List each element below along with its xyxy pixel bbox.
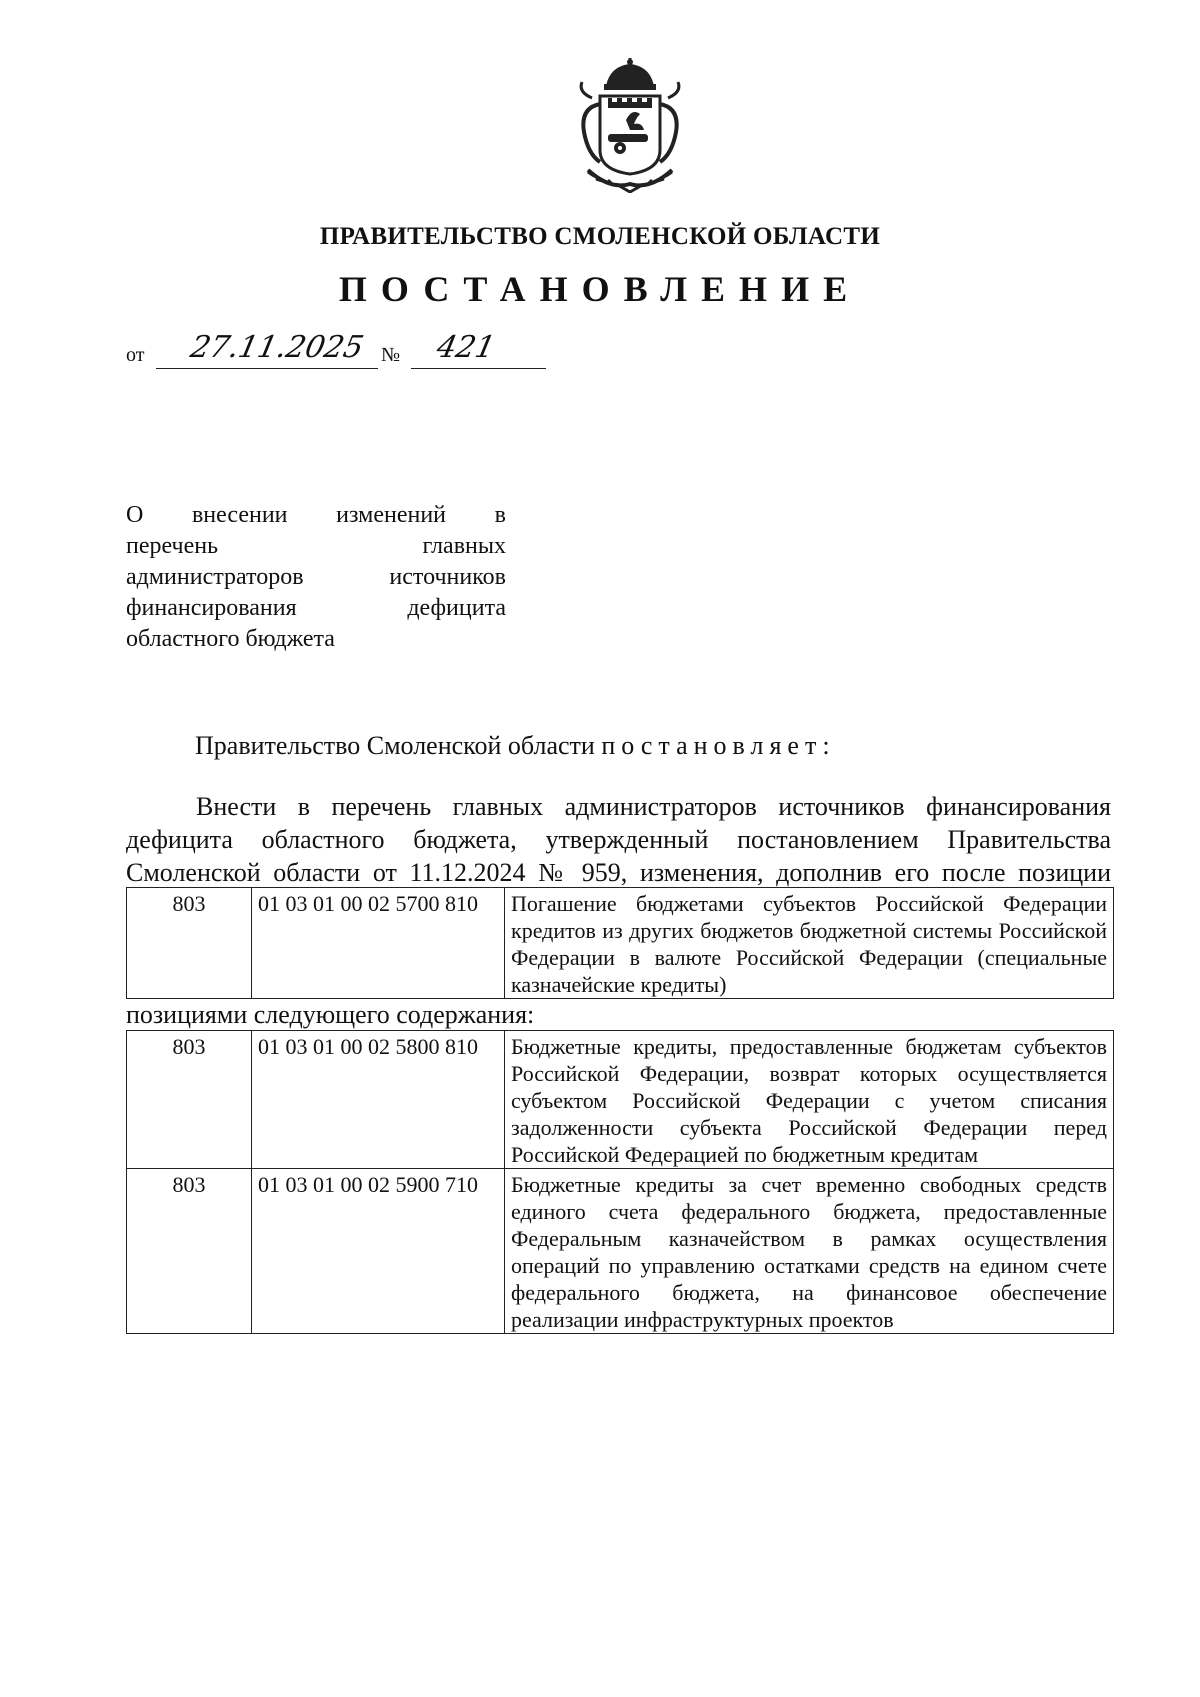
handwritten-number: 421 xyxy=(433,330,499,365)
source-name-cell: Погашение бюджетами субъектов Российской Федерации кредитов из других бюджетов бюджетной системы Российской Федерации в валюте Российской Федерации (специальные казначейские кредиты) xyxy=(505,888,1114,999)
admin-code-cell: 803 xyxy=(127,1031,252,1169)
source-code-cell: 01 03 01 00 02 5900 710 xyxy=(252,1169,505,1334)
source-code-cell: 01 03 01 00 02 5800 810 xyxy=(252,1031,505,1169)
source-code-cell: 01 03 01 00 02 5700 810 xyxy=(252,888,505,999)
coat-of-arms-icon xyxy=(570,58,690,193)
admin-code-cell: 803 xyxy=(127,1169,252,1334)
transition-text: позициями следующего содержания: xyxy=(126,1000,535,1029)
main-paragraph xyxy=(126,790,1111,889)
issuing-authority: ПРАВИТЕЛЬСТВО СМОЛЕНСКОЙ ОБЛАСТИ xyxy=(319,223,881,250)
preamble-action: постановляет: xyxy=(601,731,836,760)
date-underline xyxy=(156,368,378,369)
table-row xyxy=(127,1169,1114,1334)
handwritten-date: 27.11.2025 xyxy=(187,330,367,365)
subject-line: финансирования дефицита xyxy=(126,595,506,621)
preamble xyxy=(195,731,836,761)
source-name-cell: Бюджетные кредиты, предоставленные бюджетам субъектов Российской Федерации, возврат которых осуществляется субъектом Российской Федерации с учетом списания задолженности субъекта Российской Федерации перед Российской Федерацией по бюджетным кредитам xyxy=(505,1031,1114,1169)
number-label: № xyxy=(381,344,401,366)
subject-line: перечень главных xyxy=(126,533,506,559)
table-row xyxy=(127,1031,1114,1169)
date-number-line xyxy=(126,330,566,370)
table-row xyxy=(127,888,1114,999)
paragraph-line: Смоленской области от 11.12.2024 № 959, изменения, дополнив его после позиции xyxy=(126,858,1111,887)
document-type-title: ПОСТАНОВЛЕНИЕ xyxy=(338,269,862,309)
admin-code-cell: 803 xyxy=(127,888,252,999)
subject-line: О внесении изменений в xyxy=(126,502,506,528)
paragraph-line: Внести в перечень главных администраторов источников финансирования xyxy=(196,792,1111,821)
subject-line: администраторов источников xyxy=(126,564,506,590)
source-name-cell: Бюджетные кредиты за счет временно свободных средств единого счета федерального бюджета, предоставленные Федеральным казначейством в рамках осуществления операций по управлению остатками средств на едином счете федерального бюджета, на финансовое обеспечение реализации инфраструктурных проектов xyxy=(505,1169,1114,1334)
document-subject xyxy=(126,500,506,655)
number-underline xyxy=(411,368,546,369)
existing-position-table xyxy=(126,887,1114,999)
new-positions-table xyxy=(126,1030,1114,1334)
date-label: от xyxy=(126,344,145,366)
subject-line: областного бюджета xyxy=(126,626,335,652)
paragraph-line: дефицита областного бюджета, утвержденный постановлением Правительства xyxy=(126,825,1111,854)
preamble-start: Правительство Смоленской области xyxy=(195,731,595,760)
